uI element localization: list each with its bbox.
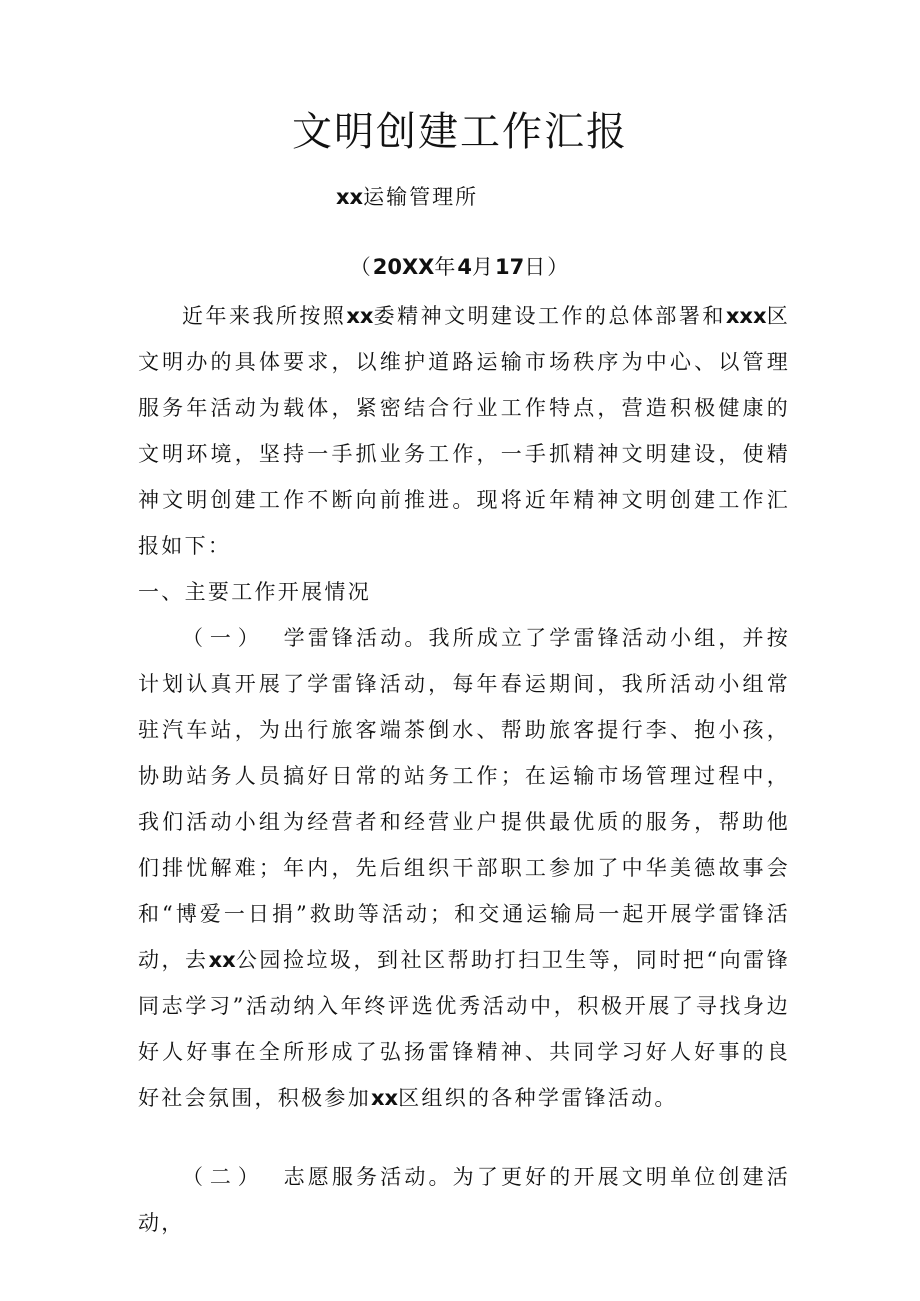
section-heading: 一、主要工作开展情况 <box>138 580 371 604</box>
latin-token: 20XX <box>372 255 435 279</box>
document-title: 文明创建工作汇报 <box>292 109 628 155</box>
organization-name: xx运输管理所 <box>336 185 479 209</box>
latin-token: xx <box>371 1086 399 1110</box>
latin-token: 4 <box>457 255 472 279</box>
item-2-number: （二） <box>182 1165 266 1189</box>
item-1-text: 学雷锋活动。我所成立了学雷锋活动小组，并按计划认真开展了学雷锋活动，每年春运期间，我所活动小组常驻汽车站，为出行旅客端茶倒水、帮助旅客提行李、抱小孩，协助站务人员搞好日常的站务工作；在运输市场管理过程中，我们活动小组为经营者和经营业户提供最优质的服务，帮助他们排忧解难；年内，先后组织干部职工参加了中华美德故事会和“博爱一日捐”救助等活动；和交通运输局一起开展学雷锋活动，去xx公园捡垃圾，到社区帮助打扫卫生等，同时把“向雷锋同志学习”活动纳入年终评选优秀活动中，积极开展了寻找身边好人好事在全所形成了弘扬雷锋精神、共同学习好人好事的良好社会氛围，积极参加xx区组织的各种学雷锋活动。 <box>138 626 790 1110</box>
latin-token: xx <box>336 185 364 209</box>
latin-token: xx <box>208 948 236 972</box>
intro-paragraph: 近年来我所按照xx委精神文明建设工作的总体部署和xxx区文明办的具体要求，以维护道路运输市场秩序为中心、以管理服务年活动为载体，紧密结合行业工作特点，营造积极健康的文明环境，坚持一手抓业务工作，一手抓精神文明建设，使精神文明创建工作不断向前推进。现将近年精神文明创建工作汇报如下： <box>138 304 790 558</box>
document-body <box>138 293 790 1246</box>
item-1-paragraph <box>138 615 790 1121</box>
item-1-number: （一） <box>182 626 266 650</box>
latin-token: 17 <box>495 255 525 279</box>
report-date: （20XX年4月17日） <box>349 255 571 279</box>
latin-token: xxx <box>725 304 767 328</box>
item-2-text: 志愿服务活动。为了更好的开展文明单位创建活动， <box>138 1165 790 1235</box>
item-2-paragraph <box>138 1154 790 1246</box>
latin-token: xx <box>346 304 374 328</box>
